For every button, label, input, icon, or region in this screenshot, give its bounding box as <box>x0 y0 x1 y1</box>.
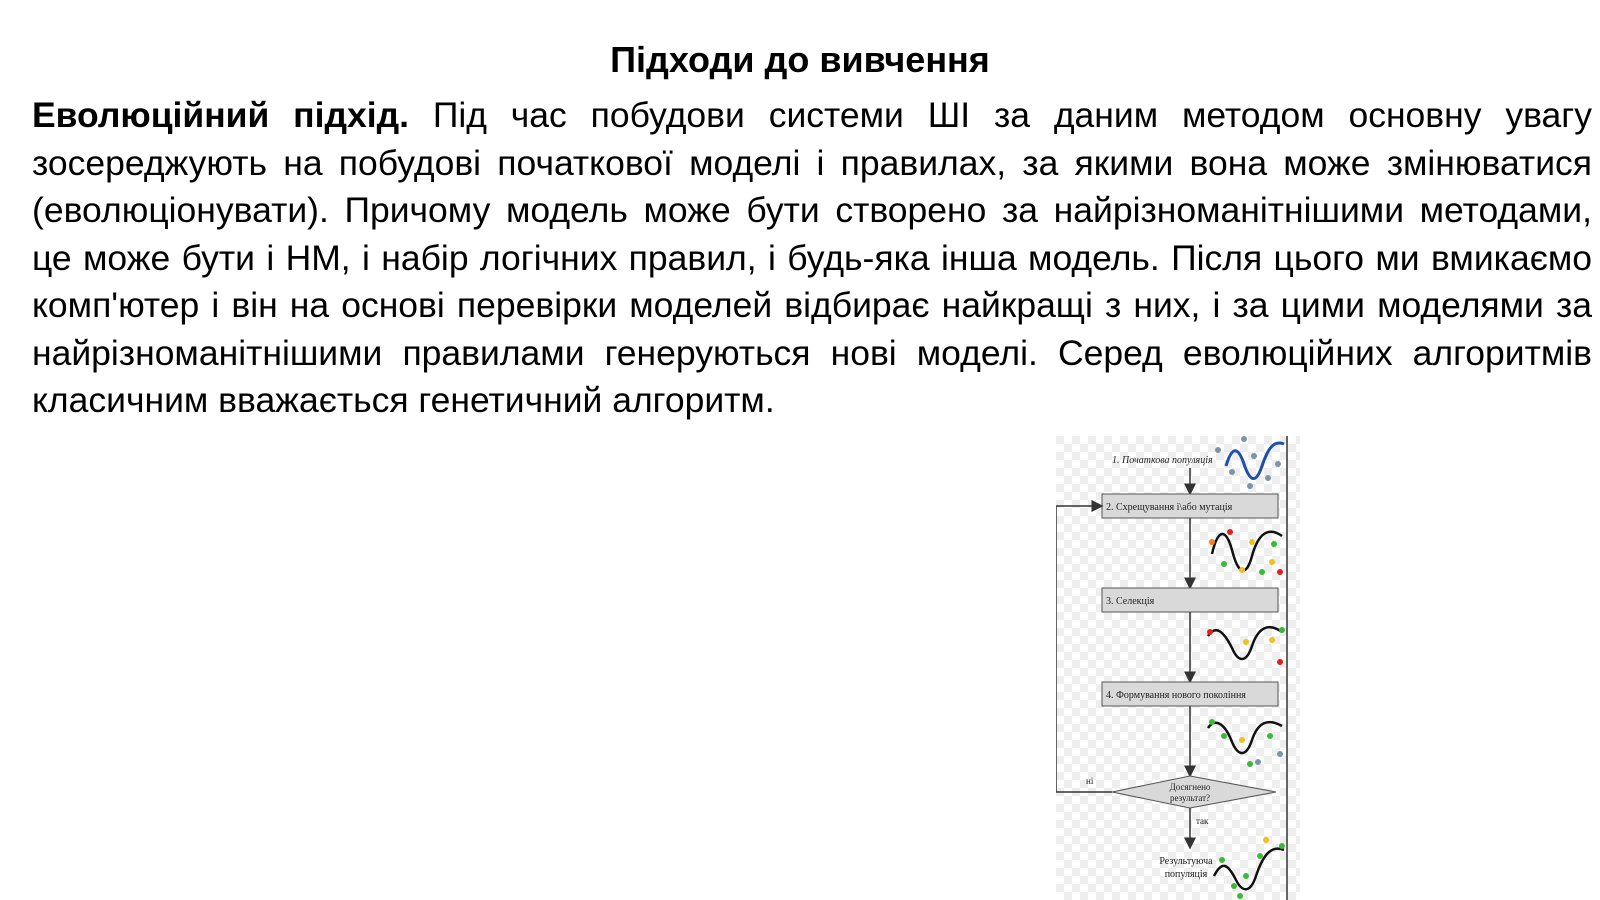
lead-term: Еволюційний підхід. <box>32 95 409 135</box>
step4-label: 4. Формування нового покоління <box>1106 690 1246 701</box>
body-paragraph <box>32 92 1592 425</box>
slide-title: Підходи до вивчення <box>610 39 990 80</box>
decision-label-line2: результат? <box>1169 793 1211 803</box>
step1-label: 1. Початкова популяція <box>1112 455 1213 466</box>
body-text: Під час побудови системи ШІ за даним методом основну увагу зосереджують на побудові початкової моделі і правилах, за якими вона може змінюватися (еволюціонувати). Причому модель може бути створено за найрізноманітнішими методами, це може бути і НМ, і набір логічних правил, і будь-яка інша модель. Після цього ми вмикаємо комп'ютер і він на основі перевірки моделей відбирає найкращі з них, і за цими моделями за найрізноманітнішими правилами генеруються нові моделі. Серед еволюційних алгоритмів класичним вважається генетичний алгоритм. <box>32 95 1593 420</box>
step3-label: 3. Селекція <box>1106 596 1155 607</box>
yes-label: так <box>1196 816 1209 826</box>
step2-label: 2. Схрещування і\або мутація <box>1106 502 1233 513</box>
result-label-line2: популяція <box>1164 869 1208 880</box>
no-label: ні <box>1086 776 1094 786</box>
result-label-line1: Результуюча <box>1159 856 1213 867</box>
decision-label-line1: Досягнено <box>1169 782 1211 792</box>
genetic-algorithm-flowchart <box>1056 436 1300 900</box>
